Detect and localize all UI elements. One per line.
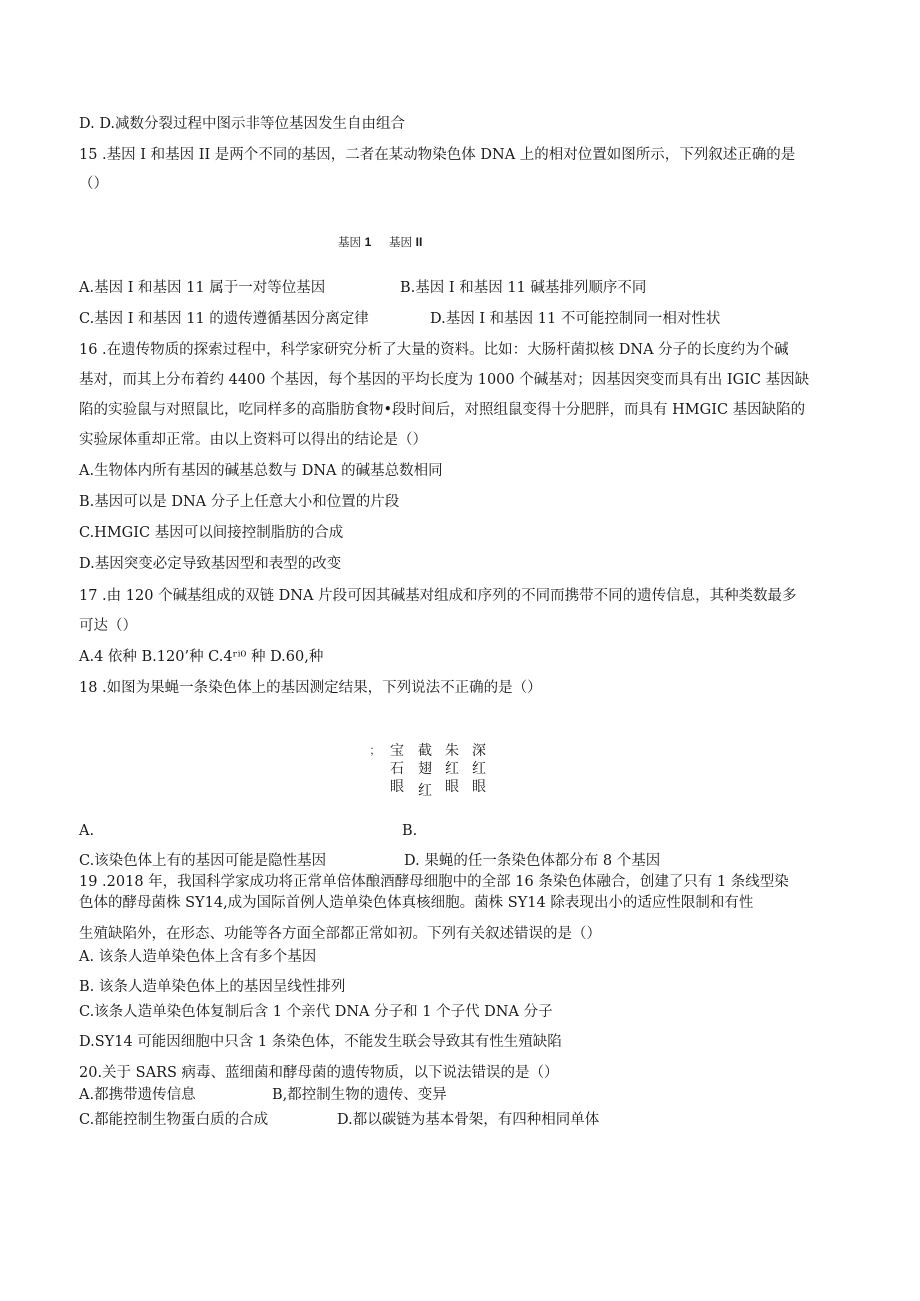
q17-stem-line-2: 可达（） [79,618,137,634]
q19-option-d: D.SY14 可能因细胞中只含 1 条染色体，不能发生联会导致其有性生殖缺陷 [79,1034,562,1050]
gene-vermilion-eye [444,742,460,796]
q16-option-c: C.HMGIC 基因可以间接控制脂肪的合成 [79,525,344,541]
q15-option-b: B.基因 I 和基因 11 碱基排列顺序不同 [400,280,647,296]
q15-gene-figure [338,234,436,250]
gene-1-label [338,235,371,249]
q19-option-a: A. 该条人造单染色体上含有多个基因 [79,949,317,965]
gene-1-label-text: 基因 [338,235,361,249]
q18-option-c: C.该染色体上有的基因可能是隐性基因 [79,853,327,869]
gene-vermilion-eye-char-1: 朱 [445,743,459,759]
q14-option-d: D. D.减数分裂过程中图示非等位基因发生自由组合 [79,116,406,132]
gene-2-label-text: 基因 [389,235,412,249]
q19-option-c: C.该条人造单染色体复制后含 1 个亲代 DNA 分子和 1 个子代 DNA 分子 [79,1004,553,1020]
q16-option-b: B.基因可以是 DNA 分子上任意大小和位置的片段 [79,494,400,510]
gene-1-label-num: 1 [364,235,372,249]
q15-stem-line-1: 15 .基因 I 和基因 II 是两个不同的基因，二者在某动物染色体 DNA 上的相对位置如图所示，下列叙述正确的是 [79,147,796,163]
gene-dark-red-eye-char-3: 眼 [472,779,486,795]
gene-dark-red-eye [471,742,487,796]
gene-dark-red-eye-char-1: 深 [472,743,486,759]
q15-stem-line-2: （） [79,176,108,192]
gene-vermilion-eye-char-2: 红 [445,761,459,777]
q20-stem: 20.关于 SARS 病毒、蓝细菌和酵母菌的遗传物质，以下说法错误的是（） [79,1065,559,1081]
gene-vermilion-eye-char-3: 眼 [445,779,459,795]
q16-option-a: A.生物体内所有基因的碱基总数与 DNA 的碱基总数相同 [79,463,443,479]
q20-option-b: B,都控制生物的遗传、变异 [272,1087,447,1103]
q18-stem: 18 .如图为果蝇一条染色体上的基因测定结果，下列说法不正确的是（） [79,680,542,696]
q19-stem-line-3: 生殖缺陷外，在形态、功能等各方面全部都正常如初。下列有关叙述错误的是（） [79,926,601,942]
q16-stem-line-1: 16 .在遗传物质的探索过程中，科学家研究分析了大量的资料。比如：大肠杆菌拟核 DNA 分子的长度约为个碱 [79,342,789,358]
q16-stem-line-3: 陷的实验鼠与对照鼠比，吃同样多的高脂肪食物•段时间后，对照组鼠变得十分肥胖，而具有 HMGIC 基因缺陷的 [79,402,806,418]
gene-ruby-eye [389,742,405,796]
q19-stem-line-2: 色体的酵母菌株 SY14,成为国际首例人造单染色体真核细胞。菌株 SY14 除表现出小的适应性限制和有性 [79,895,754,911]
gene-2-label-num: II [415,235,423,249]
q20-option-d: D.都以碳链为基本骨架，有四种相同单体 [337,1112,600,1128]
q20-option-c: C.都能控制生物蛋白质的合成 [79,1112,269,1128]
q15-option-a: A.基因 I 和基因 11 属于一对等位基因 [79,280,326,296]
gene-truncated-wing [417,742,433,800]
q20-option-a: A.都携带遗传信息 [79,1087,196,1103]
q18-option-b: B. [402,823,418,839]
q19-option-b: B. 该条人造单染色体上的基因呈线性排列 [79,979,346,995]
gene-ruby-eye-char-1: 宝 [390,743,404,759]
q15-option-d: D.基因 I 和基因 11 不可能控制同一相对性状 [430,311,721,327]
q18-option-d: D. 果蝇的任一条染色体都分布 8 个基因 [404,853,661,869]
q18-option-a: A. [79,823,95,839]
q15-option-c: C.基因 I 和基因 11 的遗传遵循基因分离定律 [79,311,369,327]
q17-stem-line-1: 17 .由 120 个碱基组成的双链 DNA 片段可因其碱基对组成和序列的不同而携带不同的遗传信息，其种类数最多 [79,588,797,604]
gene-truncated-wing-char-1: 截 [418,743,432,759]
gene-truncated-wing-char-3: 红 [418,783,432,799]
q16-option-d: D.基因突变必定导致基因型和表型的改变 [79,556,342,572]
gene-ruby-eye-char-3: 眼 [390,779,404,795]
gene-truncated-wing-char-2: 翅 [418,761,432,777]
q16-stem-line-4: 实验尿体重却正常。由以上资料可以得出的结论是（） [79,432,427,448]
q19-stem-line-1: 19 .2018 年，我国科学家成功将正常单倍体酿酒酵母细胞中的全部 16 条染色体融合，创建了只有 1 条线型染 [79,874,789,890]
q16-stem-line-2: 基对，而其上分布着约 4400 个基因，每个基因的平均长度为 1000 个碱基对；因基因突变而具有出 IGIC 基因缺 [79,372,810,388]
chromosome-mark: ﹔ [365,743,379,758]
gene-2-label [389,235,422,249]
gene-ruby-eye-char-2: 石 [390,761,404,777]
q17-options: A.4 依种 B.120’种 C.4ʳⁱ⁰ 种 D.60,种 [79,649,324,665]
gene-dark-red-eye-char-2: 红 [472,761,486,777]
